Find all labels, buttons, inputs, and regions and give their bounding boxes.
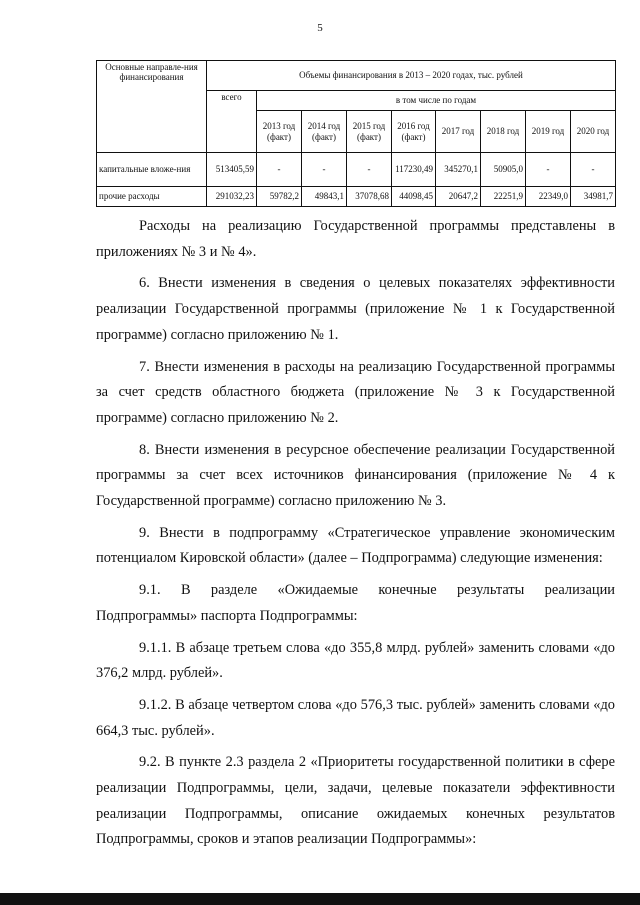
cell-value: 345270,1 <box>436 153 481 187</box>
header-year: 2018 год <box>481 111 526 153</box>
header-year: 2016 год (факт) <box>392 111 436 153</box>
page-number: 5 <box>317 22 323 34</box>
cell-value: 22251,9 <box>481 187 526 207</box>
cell-value: - <box>302 153 347 187</box>
paragraph: Расходы на реализацию Государственной программы представлены в приложениях № 3 и № 4». <box>96 218 615 260</box>
cell-value: 59782,2 <box>257 187 302 207</box>
cell-value: - <box>526 153 571 187</box>
header-directions: Основные направле-ния финансирования <box>97 61 207 153</box>
header-by-years: в том числе по годам <box>257 91 616 111</box>
header-year: 2019 год <box>526 111 571 153</box>
cell-value: 34981,7 <box>571 187 616 207</box>
paragraph: 9.1. В разделе «Ожидаемые конечные результаты реализации Подпрограммы» паспорта Подпрограммы: <box>96 582 615 624</box>
paragraph: 7. Внести изменения в расходы на реализацию Государственной программы за счет средств областного бюджета (приложение № 3 к Государственной программе) согласно приложению № 2. <box>96 358 615 426</box>
paragraph: 9.1.2. В абзаце четвертом слова «до 576,3 тыс. рублей» заменить словами «до 664,3 тыс. рублей». <box>96 696 615 739</box>
paragraph: 9. Внести в подпрограмму «Стратегическое управление экономическим потенциалом Кировской области» (далее – Подпрограмма) следующие изменения: <box>96 524 615 567</box>
paragraph: 9.2. В пункте 2.3 раздела 2 «Приоритеты государственной политики в сфере реализации Подпрограммы, цели, задачи, целевые показатели эффективности реализации Подпрограммы, описание ожидаемых конечных результатов Подпрограммы, сроков и этапов реализации Подпрограммы»: <box>96 754 615 848</box>
paragraph: 6. Внести изменения в сведения о целевых показателях эффективности реализации Государственной программы (приложение № 1 к Государственной программе) согласно приложению № 1. <box>96 275 615 343</box>
cell-value: - <box>347 153 392 187</box>
cell-value: 20647,2 <box>436 187 481 207</box>
cell-value: 44098,45 <box>392 187 436 207</box>
header-year: 2017 год <box>436 111 481 153</box>
header-year: 2013 год (факт) <box>257 111 302 153</box>
document-body <box>96 214 615 859</box>
paragraph: 8. Внести изменения в ресурсное обеспечение реализации Государственной программы за счет всех источников финансирования (приложение № 4 к Государственной программе) согласно приложению № 3. <box>96 441 615 510</box>
paragraph: 9.1.1. В абзаце третьем слова «до 355,8 млрд. рублей» заменить словами «до 376,2 млрд. рублей». <box>96 639 615 682</box>
cell-total: 513405,59 <box>207 153 257 187</box>
scan-edge-bar <box>0 893 640 905</box>
row-label: капитальные вложе-ния <box>97 153 207 187</box>
cell-value: 50905,0 <box>481 153 526 187</box>
header-year: 2014 год (факт) <box>302 111 347 153</box>
header-volume: Объемы финансирования в 2013 – 2020 годах, тыс. рублей <box>207 61 616 91</box>
financing-table <box>96 60 616 207</box>
table-row <box>97 187 616 207</box>
header-year: 2020 год <box>571 111 616 153</box>
cell-total: 291032,23 <box>207 187 257 207</box>
cell-value: 22349,0 <box>526 187 571 207</box>
row-label: прочие расходы <box>97 187 207 207</box>
cell-value: - <box>571 153 616 187</box>
cell-value: - <box>257 153 302 187</box>
table-row <box>97 153 616 187</box>
header-total: всего <box>207 91 257 153</box>
cell-value: 117230,49 <box>392 153 436 187</box>
header-year: 2015 год (факт) <box>347 111 392 153</box>
cell-value: 49843,1 <box>302 187 347 207</box>
cell-value: 37078,68 <box>347 187 392 207</box>
